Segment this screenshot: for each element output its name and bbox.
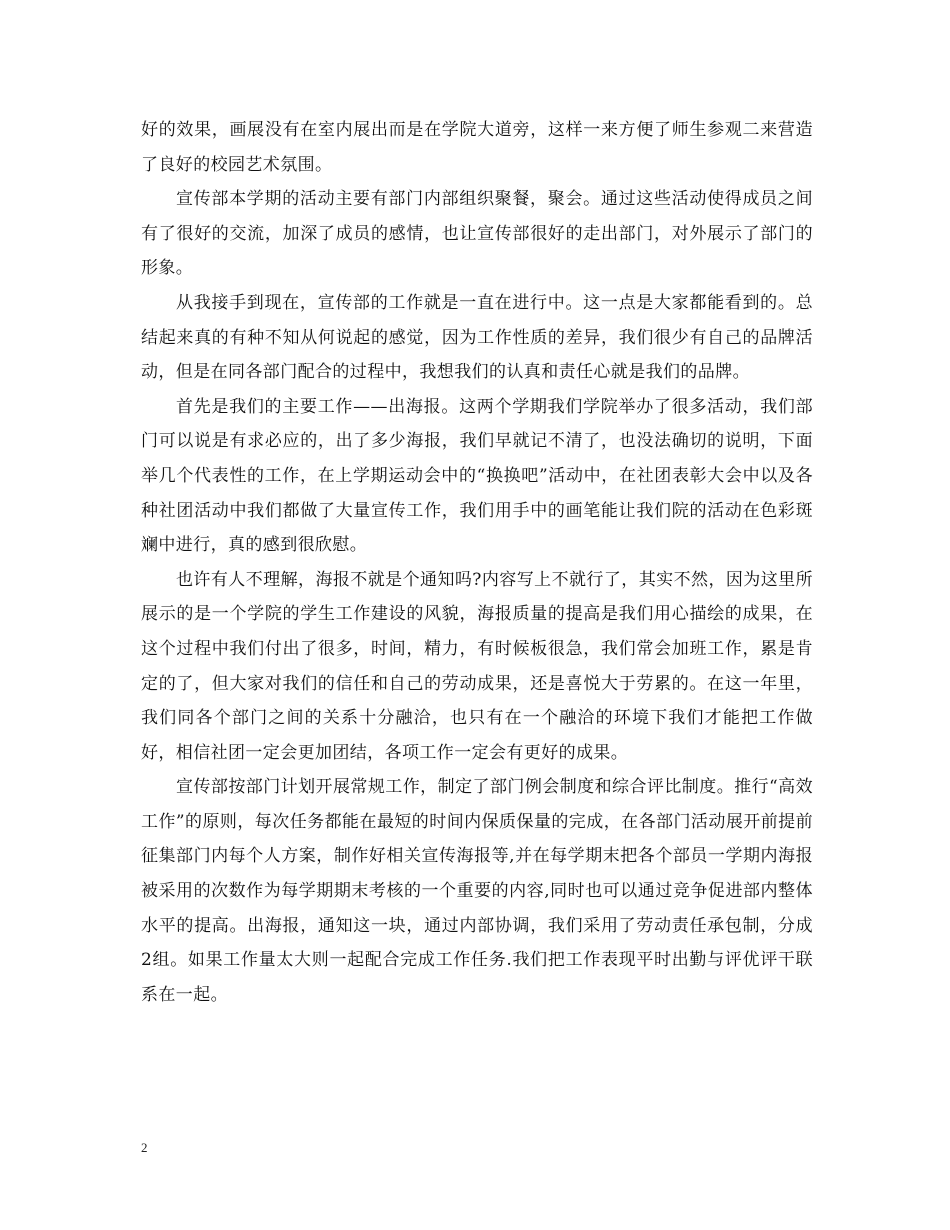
page-number: 2 <box>141 1140 148 1155</box>
paragraph-4: 首先是我们的主要工作——出海报。这两个学期我们学院举办了很多活动，我们部门可以说是有求必应的，出了多少海报，我们早就记不清了，也没法确切的说明，下面举几个代表性的工作，在上学期运动会中的“换换吧”活动中，在社团表彰大会中以及各种社团活动中我们都做了大量宣传工作，我们用手中的画笔能让我们院的活动在色彩斑斓中进行，真的感到很欣慰。 <box>141 396 813 556</box>
paragraph-3: 从我接手到现在，宣传部的工作就是一直在进行中。这一点是大家都能看到的。总结起来真的有种不知从何说起的感觉，因为工作性质的差异，我们很少有自己的品牌活动，但是在同各部门配合的过程中，我想我们的认真和责任心就是我们的品牌。 <box>141 292 813 383</box>
paragraph-5: 也许有人不理解，海报不就是个通知吗?内容写上不就行了，其实不然，因为这里所展示的是一个学院的学生工作建设的风貌，海报质量的提高是我们用心描绘的成果，在这个过程中我们付出了很多，时间，精力，有时候板很急，我们常会加班工作，累是肯定的了，但大家对我们的信任和自己的劳动成果，还是喜悦大于劳累的。在这一年里，我们同各个部门之间的关系十分融洽，也只有在一个融洽的环境下我们才能把工作做好，相信社团一定会更加团结，各项工作一定会有更好的成果。 <box>141 569 813 763</box>
paragraph-1: 好的效果，画展没有在室内展出而是在学院大道旁，这样一来方便了师生参观二来营造了良好的校园艺术氛围。 <box>141 120 813 175</box>
document-body <box>141 113 813 1012</box>
paragraph-2: 宣传部本学期的活动主要有部门内部组织聚餐，聚会。通过这些活动使得成员之间有了很好的交流，加深了成员的感情，也让宣传部很好的走出部门，对外展示了部门的形象。 <box>141 189 813 279</box>
paragraph-6: 宣传部按部门计划开展常规工作，制定了部门例会制度和综合评比制度。推行“高效工作”的原则，每次任务都能在最短的时间内保质保量的完成，在各部门活动展开前提前征集部门内每个人方案，制作好相关宣传海报等,并在每学期末把各个部员一学期内海报被采用的次数作为每学期期末考核的一个重要的内容,同时也可以通过竞争促进部内整体水平的提高。出海报，通知这一块，通过内部协调，我们采用了劳动责任承包制，分成2组。如果工作量太大则一起配合完成工作任务.我们把工作表现平时出勤与评优评干联系在一起。 <box>141 777 813 1005</box>
